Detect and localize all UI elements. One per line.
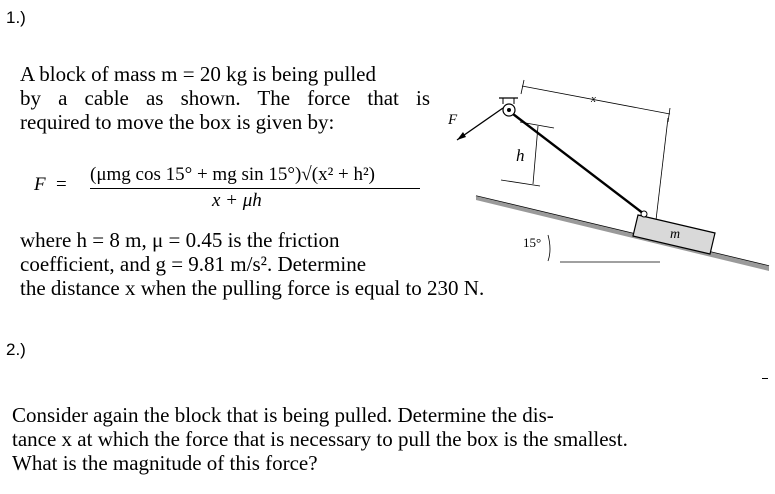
dimension-h-bottom	[501, 180, 540, 186]
block-extension-line	[656, 118, 668, 220]
angle-arc	[548, 235, 550, 261]
body-line-3: the distance x when the pulling force is equal to 230 N.	[20, 276, 485, 300]
dimension-h-top	[520, 122, 554, 128]
mass-label: m	[670, 227, 681, 242]
formula-lhs: F	[34, 174, 46, 195]
problem-2-line-3: What is the magnitude of this force?	[12, 451, 318, 475]
pulley-axle	[507, 108, 511, 112]
problem-2-number: 2.)	[6, 340, 26, 359]
problem-2-text	[12, 403, 772, 475]
formula-denominator: x + μh	[212, 190, 262, 211]
intro-line-2: by a cable as shown. The force that is	[20, 86, 430, 110]
intro-line-3: required to move the box is given by:	[20, 110, 335, 134]
formula-numerator: (μmg cos 15° + mg sin 15°)√(x² + h²)	[90, 164, 375, 185]
distance-label: x	[591, 93, 596, 105]
dimension-x-tick-right	[668, 108, 670, 122]
formula-equals: =	[56, 174, 67, 195]
cable-block-side	[513, 114, 644, 214]
separator-dash	[762, 378, 768, 379]
body-line-2: coefficient, and g = 9.81 m/s². Determine	[20, 252, 367, 276]
height-label: h	[516, 146, 525, 165]
problem-1-number: 1.)	[6, 8, 26, 27]
angle-label: 15°	[523, 235, 542, 250]
dimension-x-line	[522, 86, 670, 114]
body-line-1: where h = 8 m, μ = 0.45 is the friction	[20, 228, 340, 252]
dimension-h-line	[533, 126, 538, 184]
problem-2-line-2: tance x at which the force that is necessary to pull the box is the smallest.	[12, 427, 628, 451]
problem-2-line-1: Consider again the block that is being pulled. Determine the dis-	[12, 403, 554, 427]
dimension-x-tick-left	[521, 80, 524, 94]
block-attachment-point	[641, 211, 647, 217]
force-arrowhead	[457, 132, 466, 140]
intro-line-1: A block of mass m = 20 kg is being pulled	[20, 62, 376, 86]
incline-hatch	[476, 196, 769, 271]
force-label: F	[448, 112, 458, 128]
